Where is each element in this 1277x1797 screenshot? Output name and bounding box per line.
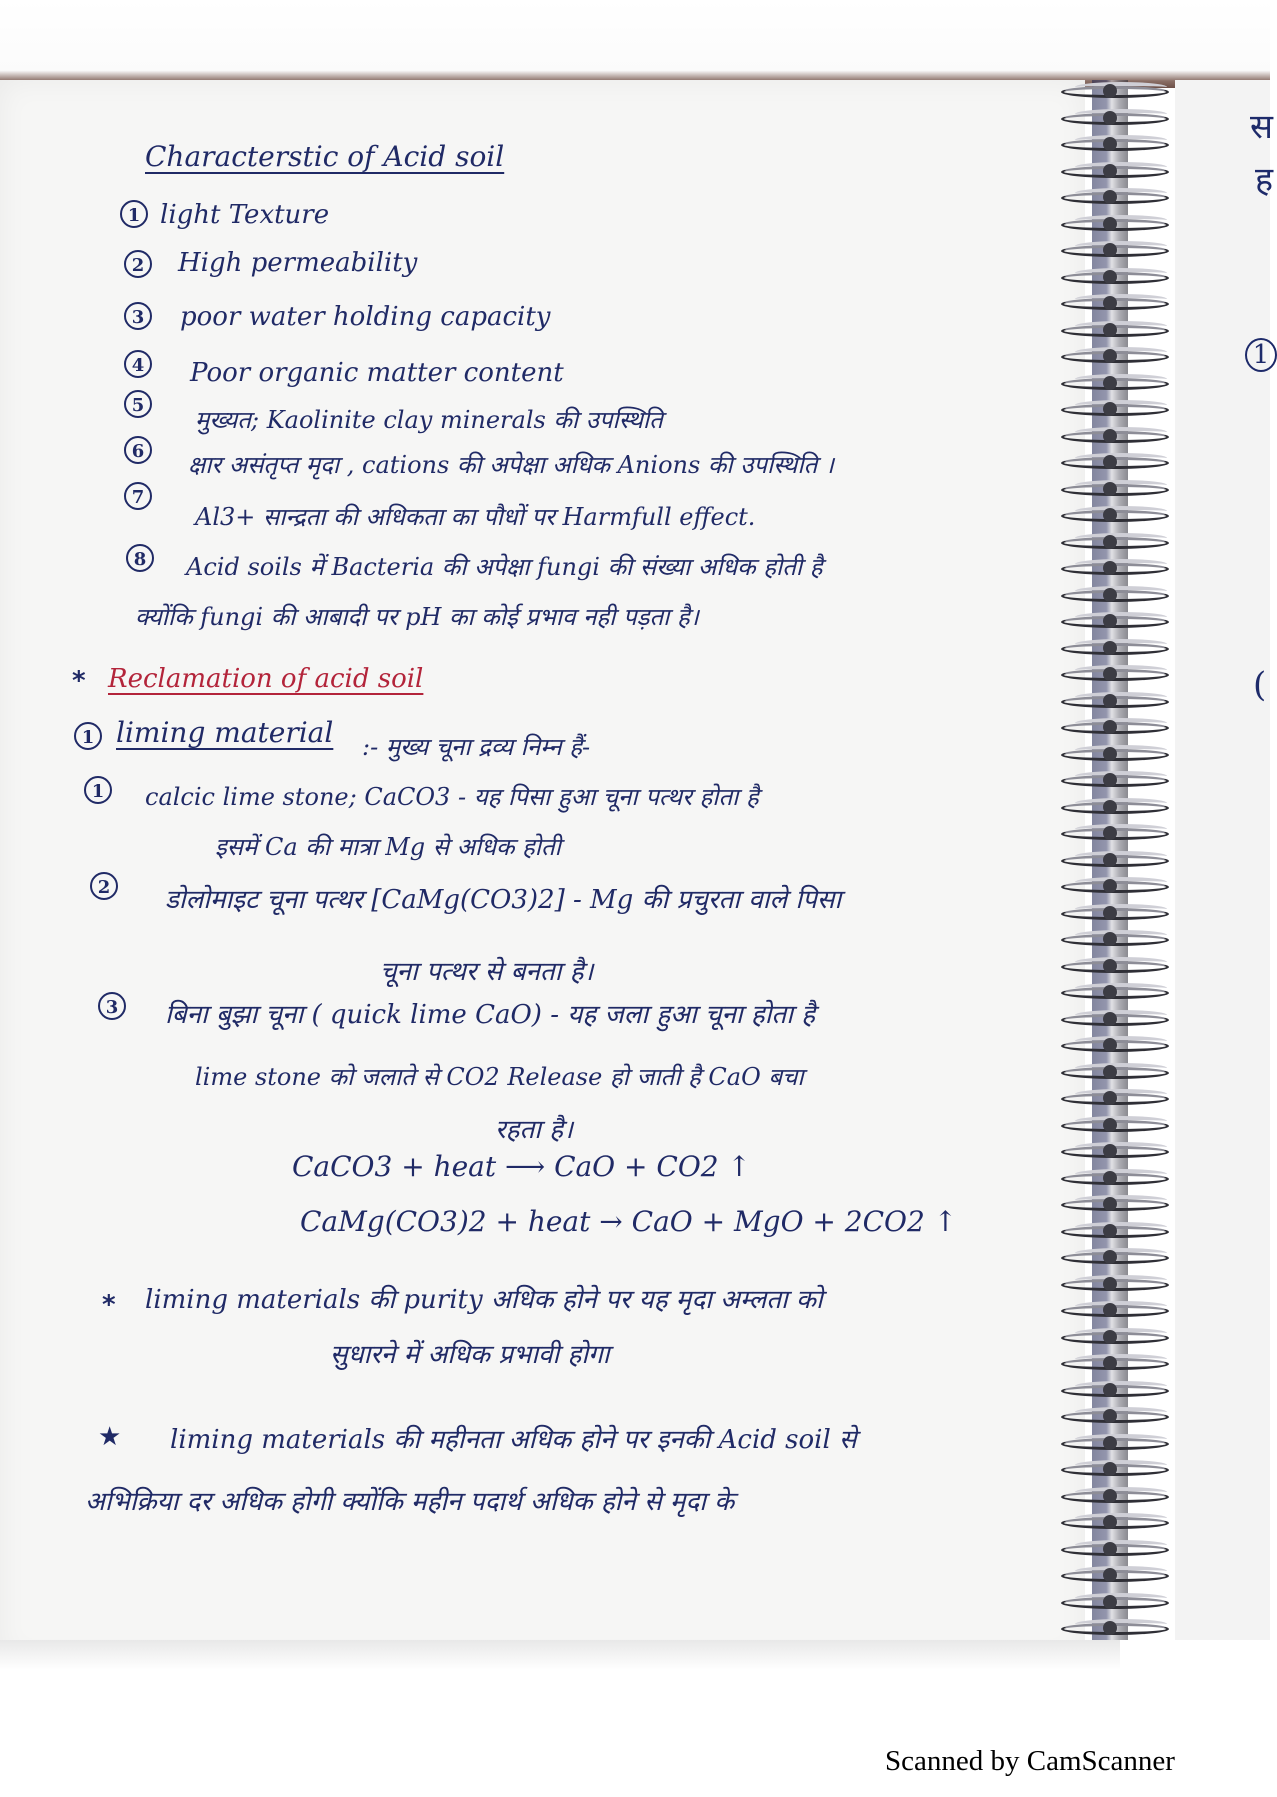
spiral-ring [1061,637,1171,659]
spiral-ring [1061,425,1171,447]
spiral-ring [1061,1352,1171,1374]
item-number: 6 [124,436,152,464]
spiral-ring [1061,981,1171,1003]
spiral-ring [1061,663,1171,685]
item-number: 7 [124,482,152,510]
spiral-ring [1061,1564,1171,1586]
spiral-ring [1061,1405,1171,1427]
spiral-ring [1061,902,1171,924]
material-line: lime stone को जलाते से CO2 Release हो जाती है CaO बचा [195,1063,804,1091]
item-number: 5 [124,390,152,418]
spiral-ring [1061,1326,1171,1348]
characteristic-item: light Texture [160,200,330,230]
spiral-ring [1061,1458,1171,1480]
spiral-ring [1061,1061,1171,1083]
spiral-ring [1061,266,1171,288]
spiral-ring [1061,213,1171,235]
note-line: liming materials की महीनता अधिक होने पर इनकी Acid soil से [170,1425,857,1455]
spiral-ring [1061,531,1171,553]
spiral-ring [1061,557,1171,579]
next-page-edge [1175,80,1274,1640]
bullet-star: * [72,666,86,696]
spiral-ring [1061,716,1171,738]
scan-top-edge [0,0,1270,88]
spiral-ring [1061,186,1171,208]
item-number: 2 [124,250,152,278]
next-page-glyph: ( [1253,665,1267,705]
spiral-ring [1061,292,1171,314]
spiral-ring [1061,1114,1171,1136]
spiral-ring [1061,1432,1171,1454]
spiral-ring [1061,239,1171,261]
material-line: रहता है। [495,1115,573,1145]
characteristic-item: Al3+ सान्द्रता की अधिकता का पौधों पर Harmfull effect. [195,503,756,531]
spiral-ring [1061,1246,1171,1268]
equation: CaCO3 + heat ⟶ CaO + CO2 ↑ [292,1150,751,1183]
spiral-ring [1061,796,1171,818]
spiral-ring [1061,504,1171,526]
page-title: Characterstic of Acid soil [145,140,505,173]
spiral-ring [1061,743,1171,765]
item-number: 3 [98,992,126,1020]
item-number: 1 [74,722,102,750]
material-line: इसमें Ca की मात्रा Mg से अधिक होती [215,833,561,861]
spiral-ring [1061,1087,1171,1109]
spiral-binding [1055,80,1185,1660]
item-number: 3 [124,302,152,330]
characteristic-item: Poor organic matter content [190,358,564,388]
spiral-ring [1061,875,1171,897]
reclamation-heading: Reclamation of acid soil [108,664,424,694]
spiral-ring [1061,1485,1171,1507]
characteristic-item: मुख्यत; Kaolinite clay minerals की उपस्थिति [195,406,663,434]
spiral-ring [1061,822,1171,844]
bullet-star: ★ [98,1422,122,1452]
item-number: 4 [124,350,152,378]
spiral-ring [1061,610,1171,632]
spiral-ring [1061,1034,1171,1056]
spiral-ring [1061,690,1171,712]
spiral-ring [1061,1511,1171,1533]
spiral-ring [1061,849,1171,871]
spiral-ring [1061,1193,1171,1215]
spiral-ring [1061,1140,1171,1162]
characteristic-item: Acid soils में Bacteria की अपेक्षा fungi की संख्या अधिक होती है [186,553,823,581]
spiral-ring [1061,1617,1171,1639]
note-line: सुधारने में अधिक प्रभावी होगा [330,1340,610,1370]
scanner-watermark: Scanned by CamScanner [885,1745,1175,1777]
spiral-ring [1061,955,1171,977]
characteristic-continuation: क्योंकि fungi की आबादी पर pH का कोई प्रभाव नही पड़ता है। [135,603,699,631]
spiral-ring [1061,1379,1171,1401]
spiral-ring [1061,398,1171,420]
spiral-ring [1061,107,1171,129]
spiral-ring [1061,478,1171,500]
spiral-ring [1061,1299,1171,1321]
bullet-star: * [102,1290,116,1320]
spiral-ring [1061,80,1171,102]
spiral-ring [1061,1008,1171,1030]
spiral-ring [1061,1273,1171,1295]
liming-intro: :- मुख्य चूना द्रव्य निम्न हैं- [362,733,591,761]
material-line: calcic lime stone; CaCO3 - यह पिसा हुआ चूना पत्थर होता है [145,783,759,811]
material-line: बिना बुझा चूना ( quick lime CaO) - यह जला हुआ चूना होता है [165,1000,816,1030]
next-page-glyph: ह [1255,160,1274,200]
item-number: 8 [126,544,154,572]
material-line: चूना पत्थर से बनता है। [380,957,594,987]
spiral-ring [1061,133,1171,155]
spiral-ring [1061,372,1171,394]
characteristic-item: High permeability [178,248,418,278]
material-line: डोलोमाइट चूना पत्थर [CaMg(CO3)2] - Mg की प्रचुरता वाले पिसा [165,885,842,915]
liming-heading: liming material [116,716,334,749]
item-number: 2 [90,872,118,900]
note-line: liming materials की purity अधिक होने पर यह मृदा अम्लता को [145,1285,823,1315]
note-line: अभिक्रिया दर अधिक होगी क्योंकि महीन पदार्थ अधिक होने से मृदा के [85,1487,735,1517]
item-number: 1 [84,776,112,804]
spiral-ring [1061,584,1171,606]
next-page-glyph: स [1250,107,1273,147]
spiral-ring [1061,928,1171,950]
item-number: 1 [120,200,148,228]
spiral-ring [1061,1591,1171,1613]
spiral-ring [1061,451,1171,473]
spiral-ring [1061,319,1171,341]
equation: CaMg(CO3)2 + heat → CaO + MgO + 2CO2 ↑ [300,1205,958,1238]
spiral-ring [1061,160,1171,182]
spiral-ring [1061,1167,1171,1189]
next-page-glyph: 1 [1245,338,1277,372]
characteristic-item: क्षार असंतृप्त मृदा , cations की अपेक्षा अधिक Anions की उपस्थिति । [188,451,835,479]
page-shadow [0,1640,1120,1670]
spiral-ring [1061,769,1171,791]
spiral-ring [1061,1220,1171,1242]
characteristic-item: poor water holding capacity [180,302,551,332]
spiral-ring [1061,345,1171,367]
spiral-ring [1061,1538,1171,1560]
